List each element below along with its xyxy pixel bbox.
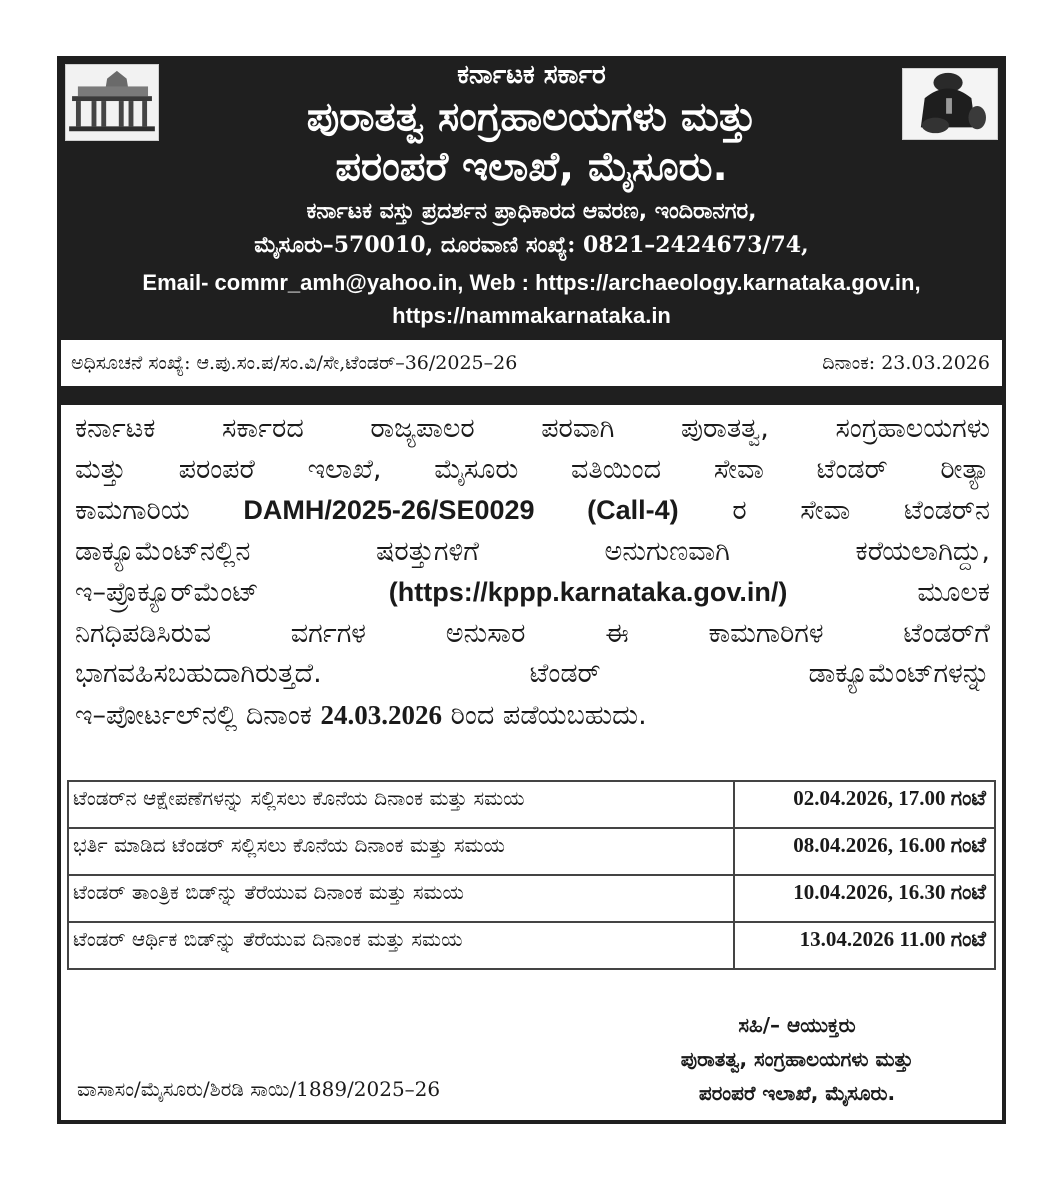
- available-from-date: 24.03.2026: [320, 699, 443, 730]
- address-line2: ಮೈಸೂರು–570010, ದೂರವಾಣಿ ಸಂಖ್ಯೆ: 0821–2424673/74,: [254, 232, 809, 258]
- notice-frame: [57, 56, 1006, 1124]
- signature-line: ಪುರಾತತ್ವ, ಸಂಗ್ರಹಾಲಯಗಳು ಮತ್ತು: [680, 1047, 914, 1071]
- paragraph-line: ಇ–ಪ್ರೊಕ್ಯೂರ್‌ಮೆಂಟ್ (https://kppp.karnataka.gov.in/) ಮೂಲಕ: [75, 577, 990, 608]
- paragraph-line: ನಿಗಧಿಪಡಿಸಿರುವ ವರ್ಗಗಳ ಅನುಸಾರ ಈ ಕಾಮಗಾರಿಗಳ ಟೆಂಡರ್‌ಗೆ: [75, 617, 990, 649]
- contact-line: Email- commr_amh@yahoo.in, Web : https://archaeology.karnataka.gov.in,: [142, 270, 921, 295]
- paragraph-line: ಭಾಗವಹಿಸಬಹುದಾಗಿರುತ್ತದೆ. ಟೆಂಡರ್ ಡಾಕ್ಯೂಮೆಂಟ್‌ಗಳನ್ನು: [75, 658, 990, 689]
- tender-id: DAMH/2025-26/SE0029 (Call-4): [243, 495, 679, 525]
- schedule-value: 08.04.2026, 16.00 ಗಂಟೆ: [734, 828, 995, 875]
- schedule-label: ಟೆಂಡರ್‌ನ ಆಕ್ಷೇಪಣೆಗಳನ್ನು ಸಲ್ಲಿಸಲು ಕೊನೆಯ ದಿನಾಂಕ ಮತ್ತು ಸಮಯ: [68, 781, 734, 828]
- paragraph-line: ಇ–ಪೋರ್ಟಲ್‌ನಲ್ಲಿ ದಿನಾಂಕ 24.03.2026 ರಿಂದ ಪಡೆಯಬಹುದು.: [75, 699, 647, 731]
- table-row: [68, 781, 995, 828]
- schedule-label: ಭರ್ತಿ ಮಾಡಿದ ಟೆಂಡರ್ ಸಲ್ಲಿಸಲು ಕೊನೆಯ ದಿನಾಂಕ ಮತ್ತು ಸಮಯ: [68, 828, 734, 875]
- publicity-reference: ವಾಸಾಸಂ/ಮೈಸೂರು/ಶಿರಡಿ ಸಾಯಿ/1889/2025–26: [77, 1077, 441, 1101]
- department-title-line1: ಪುರಾತತ್ವ ಸಂಗ್ರಹಾಲಯಗಳು ಮತ್ತು: [306, 94, 757, 140]
- signature-line: ಪರಂಪರೆ ಇಲಾಖೆ, ಮೈಸೂರು.: [698, 1081, 896, 1105]
- schedule-value: 02.04.2026, 17.00 ಗಂಟೆ: [734, 781, 995, 828]
- signature-block: [617, 1008, 977, 1110]
- portal-url: (https://kppp.karnataka.gov.in/): [388, 577, 788, 607]
- table-row: [68, 875, 995, 922]
- schedule-value: 10.04.2026, 16.30 ಗಂಟೆ: [734, 875, 995, 922]
- notice-body: [61, 405, 1002, 1120]
- schedule-table: [67, 780, 996, 970]
- paragraph-line: ಕರ್ನಾಟಕ ಸರ್ಕಾರದ ರಾಜ್ಯಪಾಲರ ಪರವಾಗಿ ಪುರಾತತ್ವ, ಸಂಗ್ರಹಾಲಯಗಳು: [75, 413, 990, 444]
- notification-number: ಅಧಿಸೂಚನೆ ಸಂಖ್ಯೆ: ಆ.ಪು.ಸಂ.ಪ/ಸಂ.ವಿ/ಸೇ,ಟೆಂಡರ್–36/2025–26: [71, 352, 518, 374]
- reference-bar: [61, 340, 1002, 386]
- government-title: ಕರ್ನಾಟಕ ಸರ್ಕಾರ: [457, 60, 606, 90]
- notice-paragraph: [75, 409, 990, 736]
- website-line: https://nammakarnataka.in: [392, 303, 671, 328]
- schedule-label: ಟೆಂಡರ್ ಆರ್ಥಿಕ ಬಿಡ್‌ನ್ನು ತೆರೆಯುವ ದಿನಾಂಕ ಮತ್ತು ಸಮಯ: [68, 922, 734, 969]
- paragraph-line: ಮತ್ತು ಪರಂಪರೆ ಇಲಾಖೆ, ಮೈಸೂರು ವತಿಯಿಂದ ಸೇವಾ ಟೆಂಡರ್ ರೀತ್ಯಾ: [75, 453, 990, 485]
- table-row: [68, 922, 995, 969]
- paragraph-line: ಡಾಕ್ಯೂಮೆಂಟ್‌ನಲ್ಲಿನ ಷರತ್ತುಗಳಿಗೆ ಅನುಗುಣವಾಗಿ ಕರೆಯಲಾಗಿದ್ದು,: [75, 535, 990, 567]
- schedule-value: 13.04.2026 11.00 ಗಂಟೆ: [734, 922, 995, 969]
- schedule-label: ಟೆಂಡರ್ ತಾಂತ್ರಿಕ ಬಿಡ್‌ನ್ನು ತೆರೆಯುವ ದಿನಾಂಕ ಮತ್ತು ಸಮಯ: [68, 875, 734, 922]
- paragraph-line: ಕಾಮಗಾರಿಯ DAMH/2025-26/SE0029 (Call-4) ರ ಸೇವಾ ಟೆಂಡರ್‌ನ: [75, 495, 990, 526]
- department-title-line2: ಪರಂಪರೆ ಇಲಾಖೆ, ಮೈಸೂರು.: [335, 144, 728, 190]
- address-line1: ಕರ್ನಾಟಕ ವಸ್ತು ಪ್ರದರ್ಶನ ಪ್ರಾಧಿಕಾರದ ಆವರಣ, ಇಂದಿರಾನಗರ,: [306, 199, 757, 224]
- signature-line: ಸಹಿ/– ಆಯುಕ್ತರು: [738, 1013, 856, 1037]
- header-banner: [57, 56, 1006, 340]
- notification-date: ದಿನಾಂಕ: 23.03.2026: [822, 352, 990, 374]
- table-row: [68, 828, 995, 875]
